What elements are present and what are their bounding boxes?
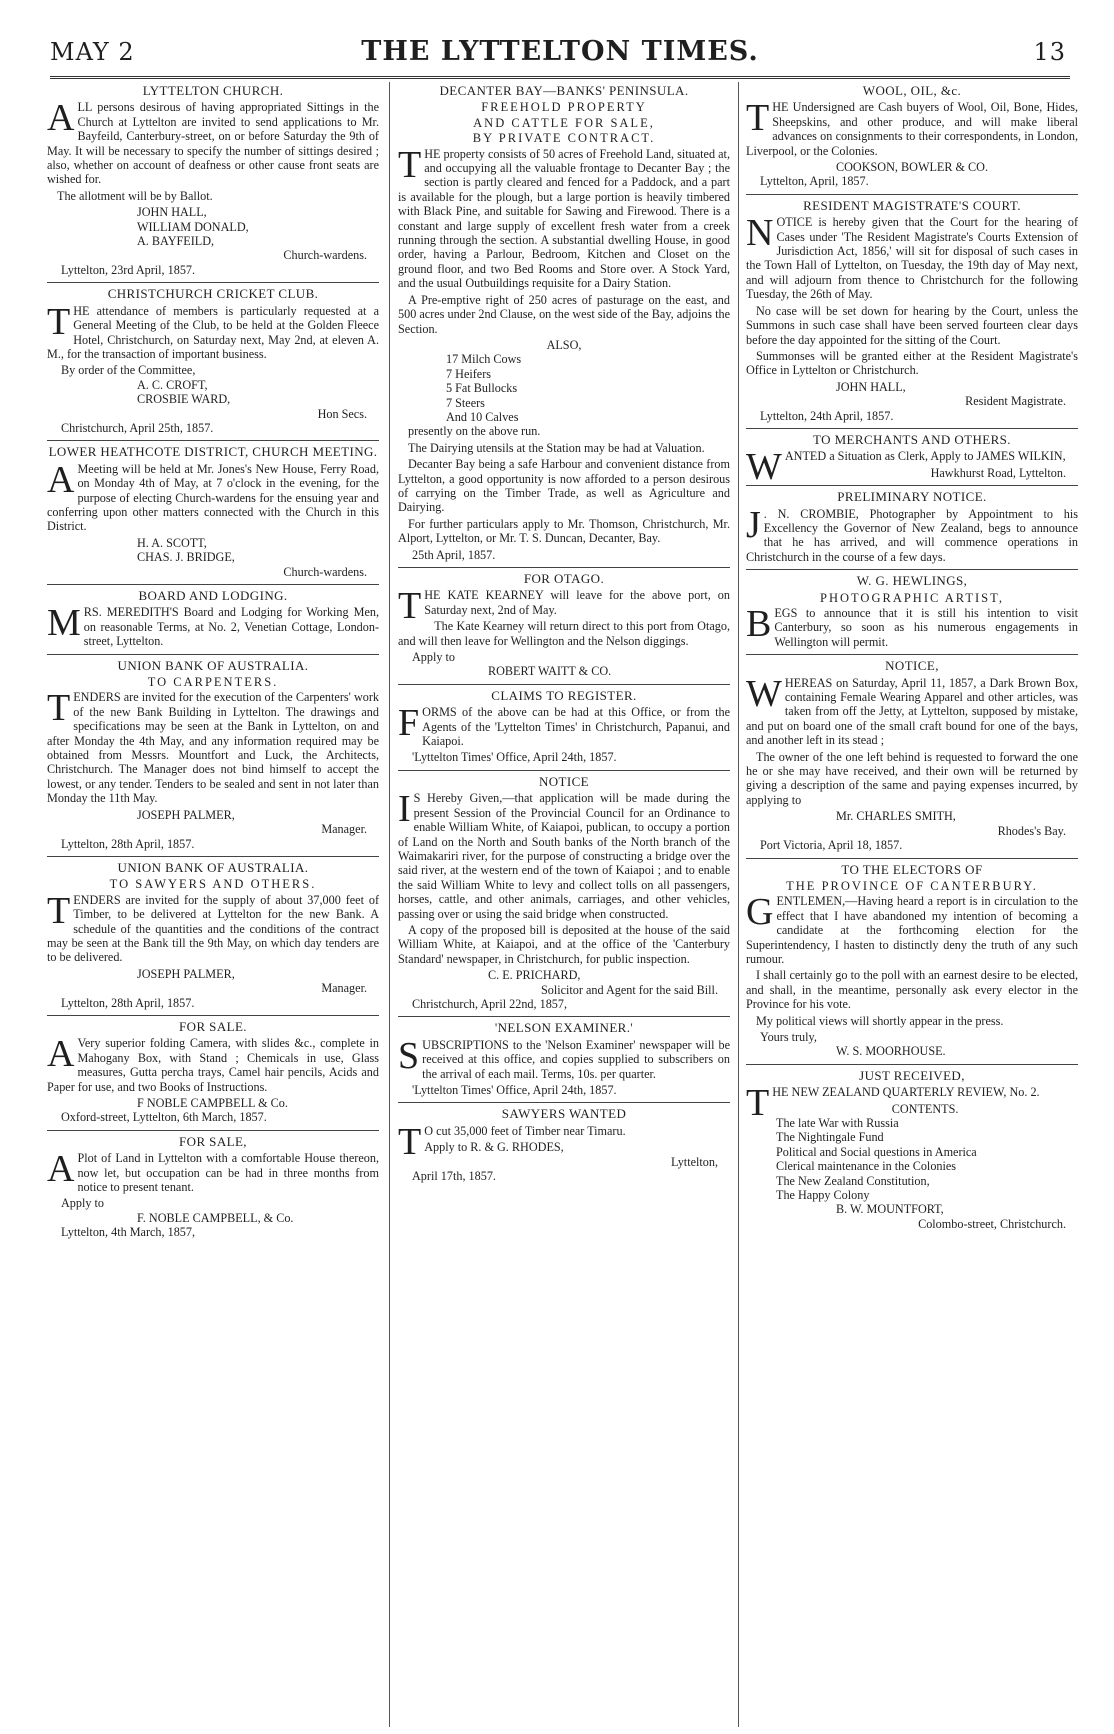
ad-separator [398, 567, 730, 568]
ad-separator [47, 440, 379, 441]
ad-separator [746, 569, 1078, 570]
advertisement-wool-oil [746, 84, 1078, 189]
ad-separator [47, 1130, 379, 1131]
ad-paragraph: presently on the above run. [408, 424, 541, 439]
signatory-name: WILLIAM DONALD, [137, 219, 249, 234]
signature-preamble: Yours truly, [760, 1029, 817, 1044]
ad-date: Lyttelton, 4th March, 1857, [61, 1225, 196, 1240]
ad-body [47, 97, 379, 203]
ad-subheading: TO CARPENTERS. [147, 675, 279, 690]
ad-paragraph: ALL persons desirous of having appropriated Sittings in the Church at Lyttelton are invited to send applications to Mr. Bayfeild, Canterbury-street, on or before Saturday the 9th of May. It will be necessary to specify the number of sittings desired ; also, whether on account of deafness or other cause front seats are wished for. [47, 97, 379, 187]
ad-heading: FOR SALE. [179, 1018, 247, 1034]
signatory-name: CHAS. J. BRIDGE, [137, 550, 235, 565]
signature-block [398, 750, 730, 764]
ad-body [398, 619, 730, 648]
ad-separator [746, 858, 1078, 859]
ad-heading: CLAIMS TO REGISTER. [491, 687, 637, 703]
ad-date: Lyttelton, 24th April, 1857. [760, 408, 894, 423]
ad-paragraph: A copy of the proposed bill is deposited at the house of the said William White, at Kaiapoi, and at the office of the 'Canterbury Standard' newspaper, in Christchurch, for public inspection. [398, 922, 730, 966]
ad-heading: UNION BANK OF AUSTRALIA. [117, 859, 309, 875]
signatory-name: Mr. CHARLES SMITH, [836, 809, 956, 824]
advertisement-for-otago [398, 572, 730, 679]
ad-date: Lyttelton, 28th April, 1857. [61, 995, 195, 1010]
signatory-name: ROBERT WAITT & CO. [488, 664, 612, 679]
ad-paragraph: FORMS of the above can be had at this Office, or from the Agents of the 'Lyttelton Times' in Christchurch, Papanui, and Kaiapoi. [398, 702, 730, 749]
ad-paragraph: WHEREAS on Saturday, April 11, 1857, a Dark Brown Box, containing Female Wearing Apparel and other articles, was taken from off the Jetty, at Lyttelton, supposed by mistake, and put on board one of the small craft bound for one of the bays, and another left in its stead ; [746, 672, 1078, 748]
header-rule [50, 76, 1070, 79]
ad-heading: W. G. HEWLINGS, [856, 573, 968, 589]
ad-separator [746, 1064, 1078, 1065]
ad-heading: LYTTELTON CHURCH. [142, 83, 284, 98]
advertisement-board-lodging [47, 589, 379, 649]
ad-body [746, 212, 1078, 378]
ad-separator [47, 654, 379, 655]
ad-separator [398, 684, 730, 685]
signatory-name: JOSEPH PALMER, [137, 966, 235, 981]
drop-cap: W [746, 672, 782, 715]
signatory-role: Solicitor and Agent for the said Bill. [540, 982, 718, 997]
ad-separator [398, 770, 730, 771]
signatory-role: Church-wardens. [283, 248, 367, 263]
signatory-name: F NOBLE CAMPBELL & Co. [137, 1096, 288, 1110]
signature-block [47, 536, 379, 579]
ad-body [746, 97, 1078, 158]
ad-paragraph: THE attendance of members is particularly requested at a General Meeting of the Club, to be held at the Golden Fleece Hotel, Christchurch, on Saturday next, May 2nd, at eleven A. M., for the transaction of important business. [47, 300, 379, 361]
signatory-name: JOSEPH PALMER, [137, 807, 235, 822]
ad-body [746, 672, 1078, 808]
advertisement-heathcote [47, 445, 379, 579]
ad-body [398, 788, 730, 966]
drop-cap: N [746, 212, 774, 255]
ad-paragraph: The Kate Kearney will return direct to this port from Otago, and will then leave for Wellington and the Nelson diggings. [398, 619, 730, 648]
ad-subheading: AND CATTLE FOR SALE, [473, 115, 655, 130]
ad-heading: NOTICE, [885, 658, 939, 674]
ad-paragraph: THE property consists of 50 acres of Freehold Land, situated at, and occupying all the valuable frontage to Decanter Bay ; the section is partly cleared and fenced for a Paddock, and a part is available for the plough, but a large portion is heavily timbered with Black Pine, and suitable for Sawing and Firewood. There is a constant and large supply of excellent fresh water from a creek running through the section. A substantial dwelling House, in good order, having a Parlour, Bedroom, Kitchen and Closet on the ground floor, and two Bed Rooms and Store over. A Stock Yard, and the usual Outbuildings requisite for a Dairy Station. [398, 143, 730, 291]
ad-paragraph: Summonses will be granted either at the Resident Magistrate's Office in Lyttelton or Christchurch. [746, 348, 1078, 378]
advertisement-nelson-examiner [398, 1021, 730, 1097]
ad-date: Lyttelton, 23rd April, 1857. [61, 262, 196, 277]
ad-body [746, 891, 1078, 1028]
contents-item: The Nightingale Fund [776, 1130, 884, 1145]
ad-date: Port Victoria, April 18, 1857. [760, 838, 903, 853]
ad-separator [746, 654, 1078, 655]
contents-item: Political and Social questions in America [776, 1144, 977, 1159]
ad-paragraph: MRS. MEREDITH'S Board and Lodging for Working Men, on reasonable Terms, at No. 2, Venetian Cottage, London-street, Lyttelton. [47, 602, 379, 649]
signatory-name: CROSBIE WARD, [137, 392, 231, 407]
signature-block [47, 1096, 379, 1125]
ad-paragraph: TENDERS are invited for the supply of about 37,000 feet of Timber, to be delivered at Lyttelton for the new Bank. A schedule of the quantities and the conditions of the contract may be seen at the Bank till the 9th May, on which day tenders are to be delivered. [47, 889, 379, 965]
drop-cap: T [47, 889, 71, 932]
drop-cap: T [746, 1082, 770, 1125]
apply-to: Apply to [412, 650, 455, 665]
ad-heading: CHRISTCHURCH CRICKET CLUB. [107, 286, 319, 302]
ad-heading: UNION BANK OF AUSTRALIA. [117, 657, 309, 673]
ad-heading: PRELIMINARY NOTICE. [837, 489, 987, 505]
advertisement-lyttelton-church [47, 84, 379, 277]
ad-paragraph: WANTED a Situation as Clerk, Apply to JAMES WILKIN, [746, 446, 1066, 489]
signatory-role: Hon Secs. [317, 406, 367, 421]
ad-heading: WOOL, OIL, &c. [862, 83, 962, 98]
ad-paragraph: Decanter Bay being a safe Harbour and convenient distance from Lyttelton, a good opportunity is now afforded to a person desirous of carrying on the Timber Trade, as well as Agriculture and Dairying. [398, 457, 730, 515]
signature-block [746, 380, 1078, 423]
also-label: ALSO, [546, 337, 582, 352]
ad-body [398, 702, 730, 749]
ad-body [47, 300, 379, 362]
ad-subheading: BY PRIVATE CONTRACT. [472, 131, 656, 146]
drop-cap: A [47, 458, 75, 501]
ad-body [47, 602, 379, 649]
drop-cap: M [47, 602, 81, 645]
advertisement-magistrate [746, 199, 1078, 423]
signatory-name: JOHN HALL, [137, 205, 207, 220]
drop-cap: T [47, 687, 71, 730]
ad-date: Christchurch, April 25th, 1857. [61, 420, 214, 435]
ad-date: 'Lyttelton Times' Office, April 24th, 1857. [412, 750, 617, 765]
stock-item: 17 Milch Cows [446, 352, 522, 367]
newspaper-title: THE LYTTELTON TIMES. [361, 36, 759, 67]
ad-paragraph: The owner of the one left behind is requested to forward the one he or she may have received, and their own will be returned by giving a description of the same and paying expenses incurred, by applying to [746, 749, 1078, 807]
ad-date: Lyttelton, April, 1857. [760, 174, 869, 189]
ad-separator [398, 1102, 730, 1103]
ad-separator [746, 194, 1078, 195]
column-divider [738, 82, 739, 1727]
advertisement-notice-white [398, 775, 730, 1012]
signature-block [47, 1196, 379, 1239]
column-2 [398, 82, 730, 1722]
stock-item: 7 Steers [446, 395, 485, 410]
signature-block [398, 968, 730, 1011]
ad-body [746, 603, 1078, 649]
drop-cap: T [398, 1120, 422, 1163]
signatory-role: Lyttelton, [670, 1154, 718, 1169]
column-divider [389, 82, 390, 1727]
ad-body [398, 585, 730, 628]
signatory-role: Resident Magistrate. [965, 394, 1066, 409]
signature-block [746, 1030, 1078, 1059]
ad-heading: RESIDENT MAGISTRATE'S COURT. [803, 197, 1021, 213]
page-date: MAY 2 [50, 38, 135, 66]
signature-block [47, 808, 379, 851]
signatory-role: Church-wardens. [283, 564, 367, 579]
drop-cap: S [398, 1034, 420, 1077]
signature-preamble: By order of the Committee, [61, 363, 196, 378]
drop-cap: G [746, 891, 774, 934]
stock-item: 5 Fat Bullocks [446, 381, 518, 396]
ad-heading: TO MERCHANTS AND OTHERS. [813, 431, 1011, 447]
advertisement-union-bank-carpenters [47, 659, 379, 851]
column-1 [47, 82, 379, 1722]
ad-body [47, 687, 379, 806]
signature-block [746, 1202, 1078, 1231]
contents-item: Clerical maintenance in the Colonies [776, 1159, 957, 1174]
ad-date: 'Lyttelton Times' Office, April 24th, 1857. [412, 1083, 617, 1097]
signatory-name: F. NOBLE CAMPBELL, & Co. [137, 1210, 294, 1225]
contents-item: The late War with Russia [776, 1116, 899, 1130]
advertisement-notice-box [746, 659, 1078, 852]
contents-item: The New Zealand Constitution, [776, 1173, 930, 1188]
ad-paragraph: SUBSCRIPTIONS to the 'Nelson Examiner' newspaper will be received at this office, and copies supplied to subscribers on the arrival of each mail. Terms, 10s. per quarter. [398, 1034, 730, 1081]
ad-paragraph: T O cut 35,000 feet of Timber near Timaru. [398, 1120, 626, 1163]
signature-block [398, 1083, 730, 1097]
ad-heading: TO THE ELECTORS OF [841, 861, 983, 877]
apply-to: Apply to R. & G. RHODES, [424, 1140, 564, 1155]
signature-block [746, 466, 1078, 480]
ad-heading: JUST RECEIVED, [859, 1067, 965, 1083]
ad-paragraph: The Dairying utensils at the Station may be had at Valuation. [408, 440, 705, 455]
ad-subheading: PHOTOGRAPHIC ARTIST, [820, 590, 1004, 605]
signatory-role: Rhodes's Bay. [997, 823, 1066, 838]
ad-paragraph: THE NEW ZEALAND QUARTERLY REVIEW, No. 2. [746, 1082, 1040, 1125]
drop-cap: T [746, 97, 770, 140]
ad-paragraph: For further particulars apply to Mr. Thomson, Christchurch, Mr. Alport, Lyttelton, or Mr. T. S. Duncan, Decanter, Bay. [398, 516, 730, 546]
advertisement-sawyers-wanted [398, 1107, 730, 1183]
ad-paragraph: THE Undersigned are Cash buyers of Wool, Oil, Bone, Hides, Sheepskins, and other produce, and will make liberal advances on consignments to their correspondents, in London, Liverpool, or the Colonies. [746, 97, 1078, 158]
drop-cap: B [746, 603, 772, 645]
page-header [50, 28, 1070, 78]
signatory-name: JOHN HALL, [836, 379, 906, 394]
signatory-role: Manager. [321, 981, 367, 996]
ad-paragraph: A Plot of Land in Lyttelton with a comfortable House thereon, now let, but occupation can be had in three months from notice to present tenant. [47, 1148, 379, 1195]
ad-separator [746, 428, 1078, 429]
drop-cap: W [746, 446, 782, 489]
ad-paragraph: THE KATE KEARNEY will leave for the above port, on Saturday next, 2nd of May. [398, 585, 730, 628]
ad-paragraph: GENTLEMEN,—Having heard a report is in circulation to the effect that I have abandoned my intention of becoming a candidate at the forthcoming election for the Superintendency, I hasten to distinctly deny the truth of any such rumour. [746, 891, 1078, 966]
ad-separator [47, 856, 379, 857]
signatory-name: COOKSON, BOWLER & CO. [836, 160, 989, 175]
ad-subheading: TO SAWYERS AND OTHERS. [109, 877, 317, 892]
ad-heading: FOR OTAGO. [523, 571, 605, 586]
signatory-name: A. C. CROFT, [137, 377, 208, 392]
drop-cap: A [47, 97, 75, 140]
signature-block [47, 363, 379, 435]
signature-block [47, 967, 379, 1010]
advertisement-just-received [746, 1069, 1078, 1231]
ad-body [47, 1033, 379, 1094]
apply-to: Apply to [61, 1196, 104, 1211]
ad-heading: NOTICE [538, 773, 590, 789]
ad-separator [398, 1016, 730, 1017]
ad-separator [47, 584, 379, 585]
signature-block [47, 205, 379, 277]
ad-date: April 17th, 1857. [412, 1169, 496, 1184]
signature-block [398, 1140, 730, 1183]
ad-heading: LOWER HEATHCOTE DISTRICT, CHURCH MEETING. [48, 444, 378, 460]
drop-cap: I [398, 788, 411, 831]
contents-list [746, 1116, 1078, 1202]
contents-item: The Happy Colony [776, 1188, 870, 1203]
signature-block [398, 548, 730, 562]
signature-block [398, 650, 730, 679]
signatory-role: Hawkhurst Road, Lyttelton. [930, 465, 1066, 480]
signatory-name: C. E. PRICHARD, [488, 968, 581, 983]
advertisement-claims [398, 689, 730, 765]
ad-heading: SAWYERS WANTED [501, 1106, 627, 1122]
stock-list [398, 352, 730, 424]
advertisement-union-bank-sawyers [47, 861, 379, 1010]
ad-paragraph: The allotment will be by Ballot. [57, 188, 213, 203]
ad-date: Lyttelton, 28th April, 1857. [61, 836, 195, 851]
ad-heading: FOR SALE, [179, 1133, 247, 1149]
ad-paragraph: My political views will shortly appear in the press. [756, 1013, 1004, 1028]
ad-subheading: FREEHOLD PROPERTY [481, 100, 647, 115]
drop-cap: F [398, 702, 420, 745]
contents-label: CONTENTS. [891, 1101, 959, 1116]
signature-block [746, 809, 1078, 852]
ad-date: Christchurch, April 22nd, 1857, [412, 996, 568, 1011]
signatory-name: B. W. MOUNTFORT, [836, 1202, 944, 1217]
ad-paragraph: A Pre-emptive right of 250 acres of pasturage on the east, and 500 acres under 2nd Clause, on the west side of the Bay, adjoins the Section. [398, 292, 730, 336]
ad-separator [746, 485, 1078, 486]
drop-cap: T [398, 143, 422, 186]
ad-body [746, 503, 1078, 565]
page-number: 13 [1033, 38, 1066, 66]
ad-heading: DECANTER BAY—BANKS' PENINSULA. [439, 83, 689, 98]
drop-cap: J [746, 503, 761, 546]
ad-paragraph: A Very superior folding Camera, with slides &c., complete in Mahogany Box, with Stand ; Chemicals in use, Glass measures, Gutta percha trays, Camel hair pencils, Acids and Paper for use, and two Books of Instructions. [47, 1033, 379, 1094]
ad-separator [47, 282, 379, 283]
signatory-name: H. A. SCOTT, [137, 535, 207, 550]
advertisement-hewlings [746, 574, 1078, 649]
ad-body [47, 1148, 379, 1195]
advertisement-electors [746, 863, 1078, 1059]
advertisement-merchants [746, 431, 1078, 489]
signatory-role: Manager. [321, 822, 367, 837]
ad-subheading: THE PROVINCE OF CANTERBURY. [786, 878, 1038, 893]
advertisement-cricket-club [47, 287, 379, 435]
drop-cap: A [47, 1148, 75, 1191]
ad-separator [47, 1015, 379, 1016]
ad-paragraph: NOTICE is hereby given that the Court for the hearing of Cases under 'The Resident Magistrate's Courts Extension of Jurisdiction Act, 1856,' will sit for disposal of such cases in the Town Hall of Lyttelton, on Tuesday, the 19th day of May next, and will adjourn from thence to Christchurch for the following Tuesday, the 26th of May. [746, 212, 1078, 302]
ad-paragraph: A Meeting will be held at Mr. Jones's New House, Ferry Road, on Monday 4th of May, at 7 o'clock in the evening, for the purpose of electing Church-wardens for the ensuing year and conferring upon other matters connected with the Church in this District. [47, 458, 379, 534]
ad-paragraph: BEGS to announce that it is still his intention to visit Canterbury, so soon as his numerous engagements in Wellington will permit. [746, 603, 1078, 649]
advertisement-decanter-bay [398, 84, 730, 562]
advertisement-for-sale-land [47, 1135, 379, 1240]
ad-heading: 'NELSON EXAMINER.' [494, 1020, 634, 1036]
ad-paragraph: No case will be set down for hearing by the Court, unless the Summons in such case shall have been served fourteen clear days before the day appointed for the sitting of the Court. [746, 303, 1078, 347]
ad-paragraph: TENDERS are invited for the execution of the Carpenters' work of the new Bank Building in Lyttelton. The drawings and specifications may be seen at the Bank in Lyttelton, on and after Monday the 4th May, and any information required may be obtained from Messrs. Mountfort and Luck, the Architects, Christchurch. The Manager does not bind himself to accept the lowest, or any tender. Tenders to be sealed and sent in not later than Monday the 11th May. [47, 687, 379, 806]
ad-body [47, 458, 379, 534]
ad-date: Oxford-street, Lyttelton, 6th March, 1857. [61, 1110, 267, 1125]
ad-heading: BOARD AND LODGING. [138, 588, 288, 603]
ad-paragraph: I shall certainly go to the poll with an earnest desire to be elected, and shall, in the meantime, personally ask every elector in the Province for his vote. [746, 968, 1078, 1012]
ad-body [47, 889, 379, 965]
ad-paragraph: J . N. CROMBIE, Photographer by Appointment to his Excellency the Governor of New Zealand, begs to announce that he has arrived, and will commence operations in Christchurch in the course of a few days. [746, 503, 1078, 564]
ad-date: 25th April, 1857. [412, 547, 496, 562]
signatory-role: Colombo-street, Christchurch. [918, 1216, 1066, 1231]
signatory-name: W. S. MOORHOUSE. [836, 1044, 946, 1059]
signatory-name: A. BAYFEILD, [137, 234, 215, 249]
drop-cap: A [47, 1033, 75, 1076]
advertisement-preliminary [746, 490, 1078, 564]
stock-item: 7 Heifers [446, 366, 492, 381]
ad-paragraph: I S Hereby Given,—that application will be made during the present Session of the Provincial Council for an Ordinance to enable William White, of Kaiapoi, publican, to occupy a portion of Land on the North and South banks of the North branch of the Waimakariri river, for the purpose of constructing a bridge over the said river, at the western end of the town of Kaiapoi ; and to enable the said William White to levy and collect tolls on all passengers, horses, cattle, and other animals, carriages, and other vehicles, passing over or using the said bridge when constructed. [398, 788, 730, 921]
advertisement-for-sale-camera [47, 1020, 379, 1125]
ad-body [398, 424, 730, 545]
ad-body [398, 1034, 730, 1081]
signature-block [746, 160, 1078, 189]
column-3 [746, 82, 1078, 1722]
stock-item: And 10 Calves [446, 409, 519, 424]
ad-body [398, 143, 730, 336]
drop-cap: T [398, 585, 422, 628]
drop-cap: T [47, 300, 71, 343]
